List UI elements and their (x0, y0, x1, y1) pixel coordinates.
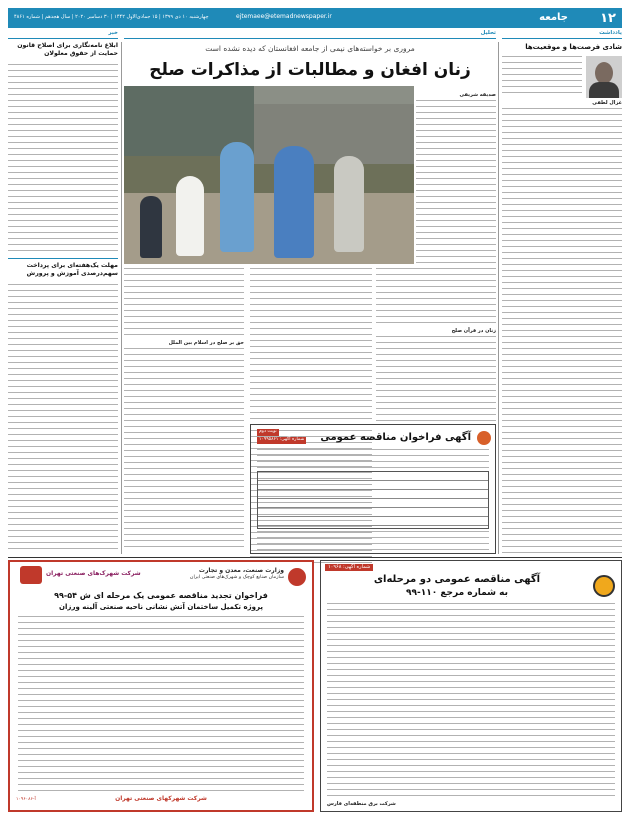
lead-body-col1b (376, 336, 496, 424)
label-left: خبر (8, 30, 118, 39)
tender-logo-icon (477, 431, 491, 445)
tender-mid-title: آگهی مناقصه عمومی دو مرحله‌ای (373, 574, 541, 585)
tender-table (257, 471, 489, 529)
note-title: شادی فرصت‌ها و موقعیت‌ها (525, 43, 622, 51)
burqa-figure (176, 176, 204, 256)
burqa-figure (274, 146, 314, 258)
tender-footnote (257, 531, 489, 551)
company-logo-icon (20, 566, 42, 584)
label-center: تحلیل (124, 30, 496, 39)
emblem-icon (288, 568, 306, 586)
tender-code: شماره آگهی: ۱۰۹۹۵۸۶۱ (259, 437, 305, 442)
lead-photo (124, 86, 414, 264)
date-line: چهارشنبه ۱۰ دی ۱۳۹۹ | ۱۵ جمادی‌الاول ۱۴۴۲ | ۳۰ دسامبر ۲۰۲۰ | سال هجدهم | شماره ۴۸۶۱ (14, 14, 209, 20)
photo-body (589, 82, 619, 98)
tender-ad-bottom (8, 560, 314, 812)
subhead-islam: حق بر صلح در اسلام بین الملل (168, 340, 244, 346)
tender-text (257, 449, 489, 469)
burqa-figure (334, 156, 364, 252)
news-body (8, 64, 118, 254)
tender-title: آگهی فراخوان مناقصه عمومی (320, 432, 471, 443)
note-intro-lines (502, 56, 582, 98)
news-title: ابلاغ نامه‌نگاری برای اصلاح قانون حمایت از حقوق معلولان (17, 42, 118, 57)
news-title: مهلت یک‌هفته‌ای برای پرداخت سهم‌درصدی آموزش و پرورش (26, 262, 118, 277)
news-item (8, 262, 118, 278)
ad-bottom-code: آ-۱۰۹۶۰۸۶ (16, 797, 36, 803)
section-name: جامعه (539, 12, 568, 23)
email-address[interactable]: ejtemaee@etemadnewspaper.ir (236, 13, 332, 20)
company-name: شرکت شهرک‌های صنعتی تهران (46, 570, 141, 577)
lead-body-col3b (124, 348, 244, 550)
masthead (8, 8, 622, 28)
note-author: غزال لطفی (592, 100, 622, 106)
tender-mid-text (327, 603, 615, 799)
ad-code-badge: شماره آگهی: ۱۰۹۶۸ (325, 564, 373, 571)
label-right: یادداشت (502, 30, 622, 39)
tender-subtitle: نوبت دوم (259, 429, 277, 434)
ad-bottom-footer: شرکت شهرکهای صنعتی تهران (115, 795, 207, 803)
column-note (502, 42, 622, 554)
tender-mid-ref: به شماره مرجع ۱۱۰-۹۹ (405, 588, 509, 598)
tender-ad-mid (320, 560, 622, 812)
lead-body-col3a (124, 268, 244, 338)
ad-bottom-subtitle: پروژه تکمیل ساختمان آتش نشانی ناحیه صنعتی آلینه ورزان (59, 603, 263, 611)
org-name: سازمان صنایع کوچک و شهرک‌های صنعتی ایران (189, 575, 284, 580)
note-body (502, 108, 622, 554)
page-number: ۱۲ (600, 11, 616, 26)
ministry-name: وزارت صنعت، معدن و تجارت (198, 567, 284, 574)
news-divider (8, 258, 118, 259)
news-item (8, 42, 118, 58)
lead-author: صدیقه شریفی (459, 92, 496, 98)
column-divider (121, 42, 122, 554)
burqa-figure (220, 142, 254, 252)
author-photo (586, 56, 622, 98)
power-logo-icon (593, 575, 615, 597)
photo-head (595, 62, 613, 84)
column-divider (498, 42, 499, 554)
lead-headline: زنان افغان و مطالبات از مذاکرات صلح (149, 60, 471, 80)
ads-divider (8, 557, 622, 558)
subhead-women-quran: زنان در قرآن صلح (451, 328, 496, 334)
lead-body-top (416, 100, 496, 264)
ad-bottom-text (18, 616, 304, 792)
tender-mid-footer: شرکت برق منطقه‌ای فارس (327, 800, 396, 807)
lead-kicker: مروری بر خواسته‌های نیمی از جامعه افغانستان که دیده نشده است (205, 44, 415, 53)
person-figure (140, 196, 162, 258)
news-body (8, 284, 118, 554)
lead-body-col1 (376, 268, 496, 328)
ad-bottom-title: فراخوان تجدید مناقصه عمومی یک مرحله ای ش ۵۴-۹۹ (54, 591, 268, 600)
tender-ad-top (250, 424, 496, 554)
